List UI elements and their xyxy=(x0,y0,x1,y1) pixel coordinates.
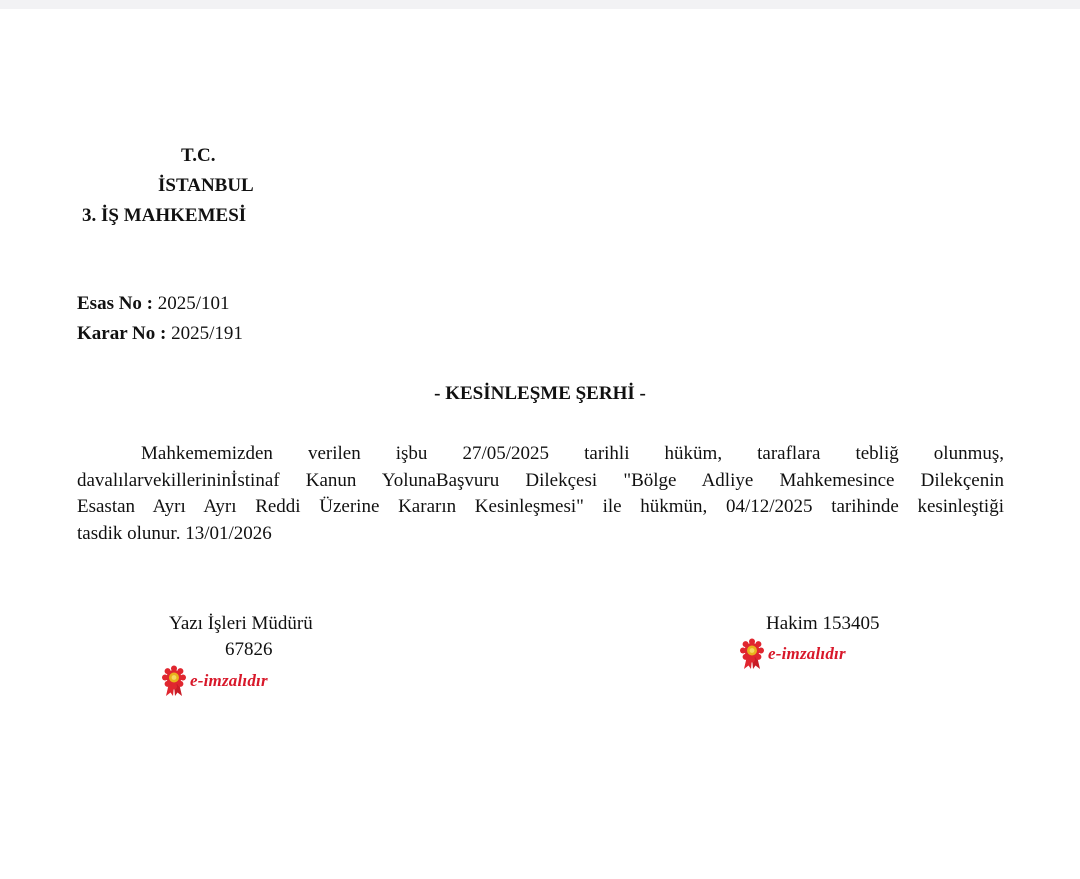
header-court: 3. İŞ MAHKEMESİ xyxy=(82,205,247,226)
header-city: İSTANBUL xyxy=(158,175,254,196)
body-line: tasdik olunur. 13/01/2026 xyxy=(77,522,272,544)
signature-left-esign xyxy=(161,665,268,697)
karar-row xyxy=(77,323,243,345)
karar-label: Karar No : xyxy=(77,323,167,344)
signature-left-title: Yazı İşleri Müdürü xyxy=(169,613,313,634)
signature-right-title: Hakim 153405 xyxy=(766,613,880,634)
body-line: davalılarvekillerininİstinaf Kanun YolunaBaşvuru Dilekçesi "Bölge Adliye Mahkemesince Dilekçenin xyxy=(77,469,1004,491)
e-signature-seal-icon xyxy=(739,638,765,670)
document-title: - KESİNLEŞME ŞERHİ - xyxy=(434,383,646,404)
signature-left-number: 67826 xyxy=(225,639,273,660)
esas-value: 2025/101 xyxy=(157,293,230,314)
body-line: Mahkememizden verilen işbu 27/05/2025 tarihli hüküm, taraflara tebliğ olunmuş, xyxy=(141,443,1004,464)
esign-label: e-imzalıdır xyxy=(190,671,268,690)
signature-right-esign xyxy=(739,638,846,670)
esas-label: Esas No : xyxy=(77,293,154,314)
body-paragraph xyxy=(77,441,1004,547)
header-tc: T.C. xyxy=(181,145,216,166)
esign-label: e-imzalıdır xyxy=(768,644,846,663)
karar-value: 2025/191 xyxy=(171,323,243,344)
e-signature-seal-icon xyxy=(161,665,187,697)
document-page xyxy=(0,9,1080,879)
body-line: Esastan Ayrı Ayrı Reddi Üzerine Kararın Kesinleşmesi" ile hükmün, 04/12/2025 tarihinde kesinleştiği xyxy=(77,496,1004,517)
esas-row xyxy=(77,293,230,315)
